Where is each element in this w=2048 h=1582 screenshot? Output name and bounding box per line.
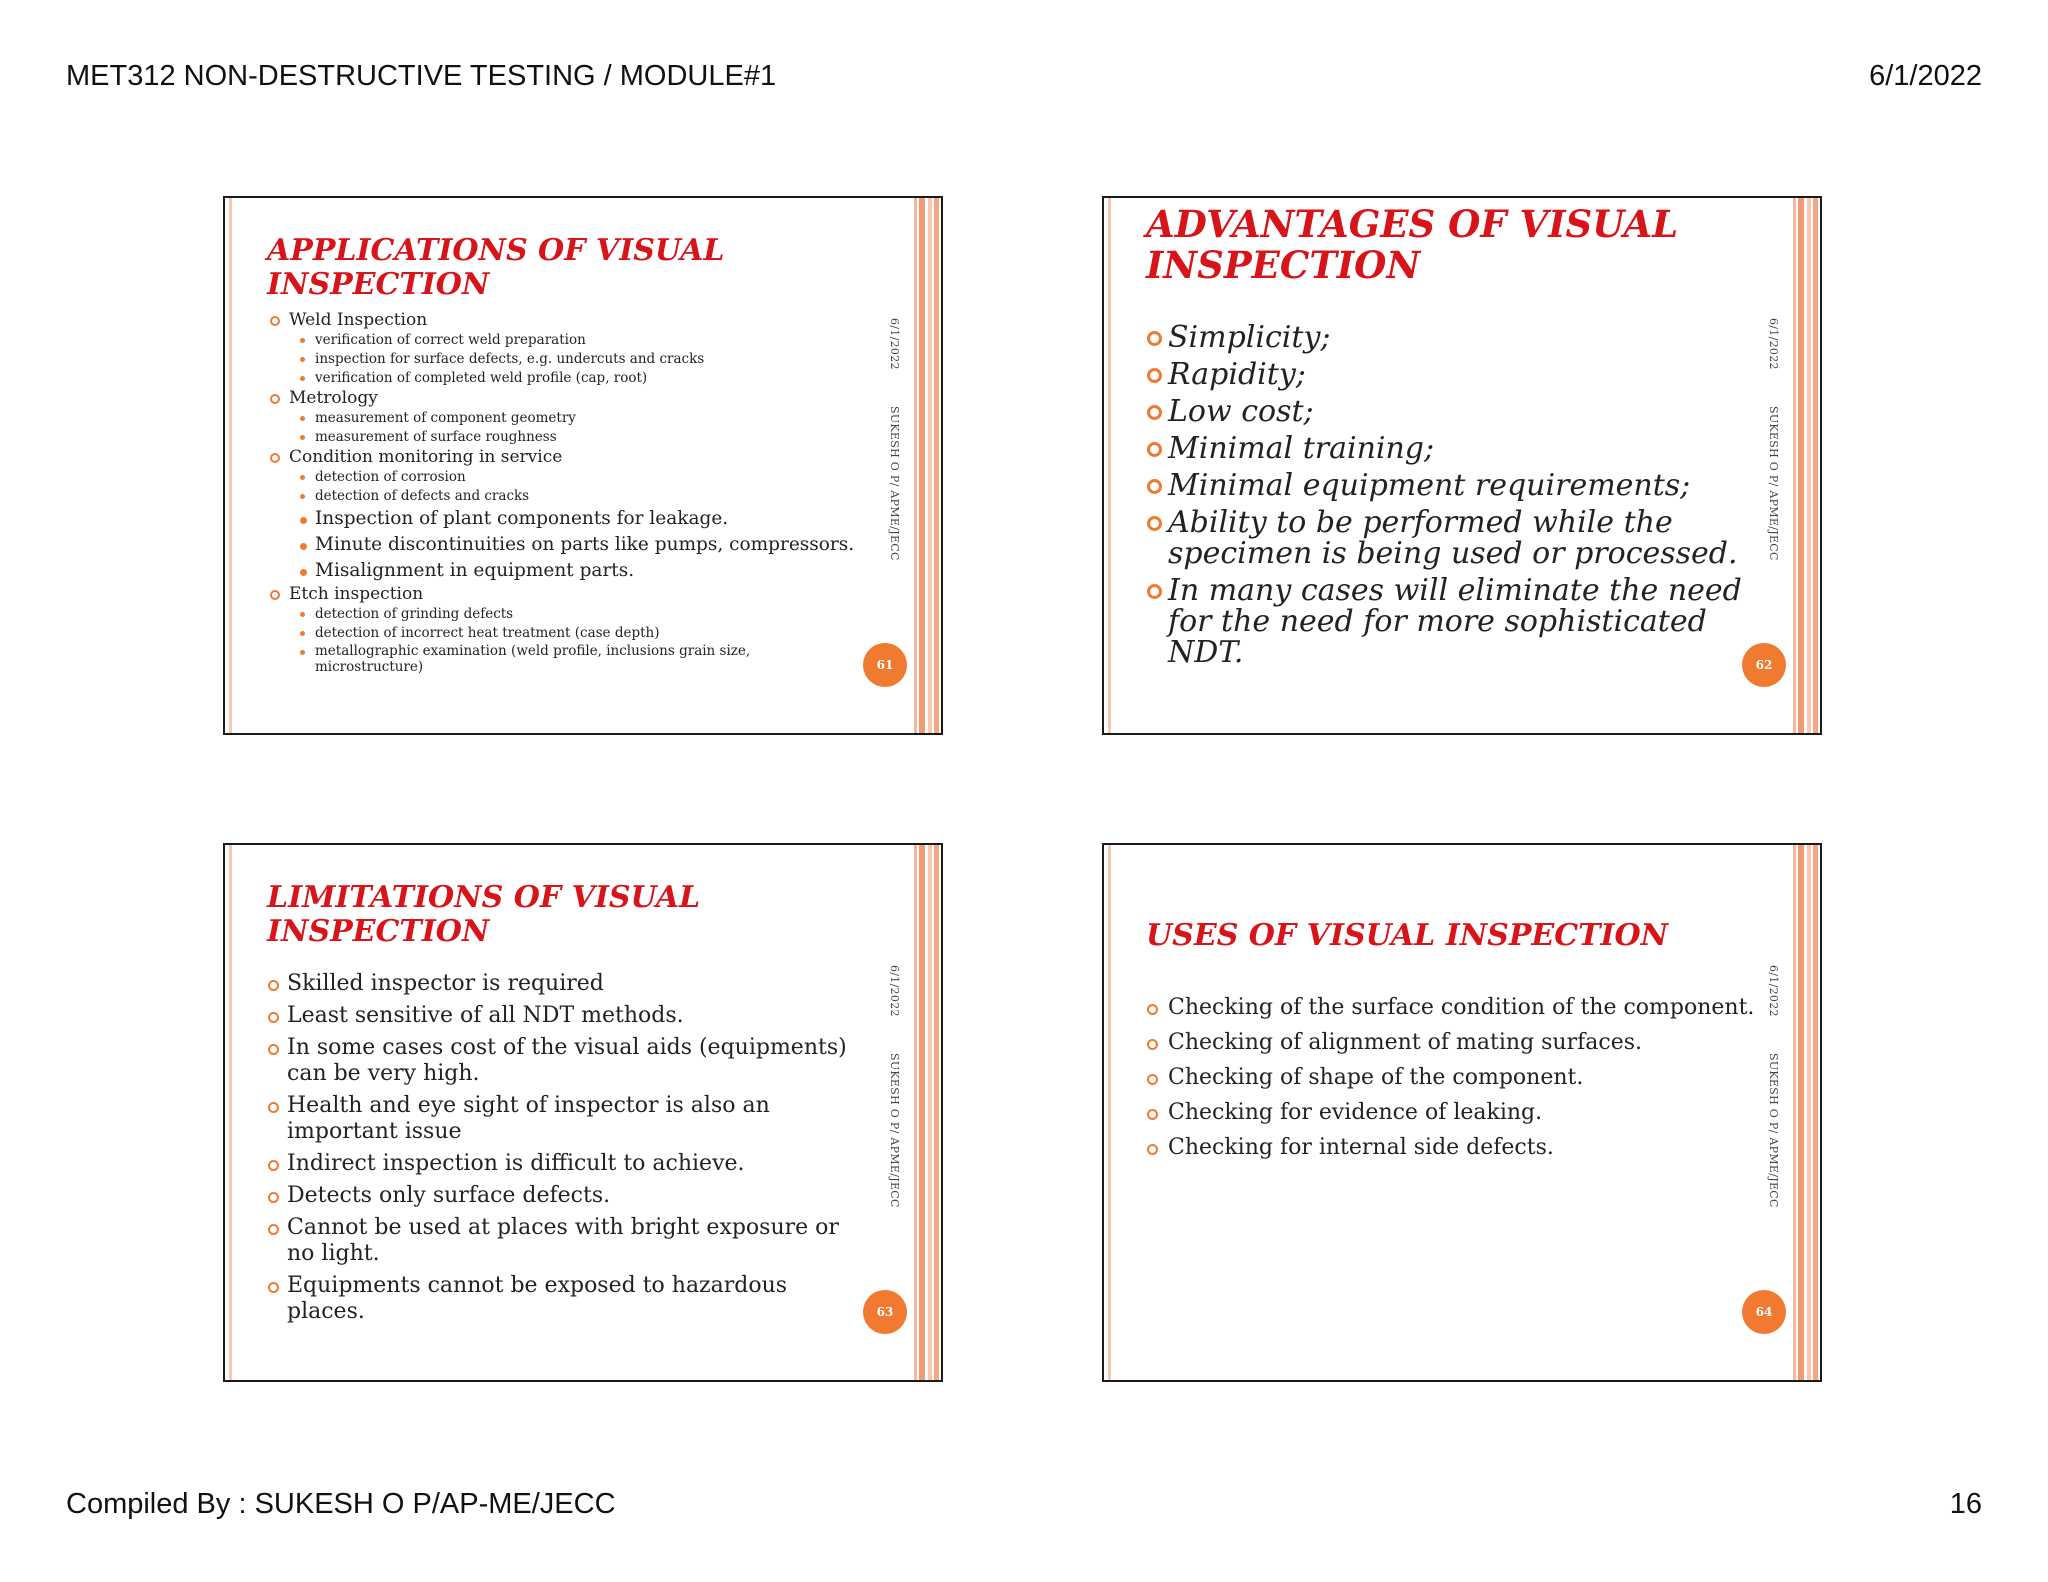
slide-title: USES OF VISUAL INSPECTION — [1146, 918, 1669, 953]
list-item: Checking for evidence of leaking. — [1146, 1100, 1766, 1126]
list-item: Metrology — [267, 388, 907, 409]
list-item: Misalignment in equipment parts. — [267, 558, 907, 584]
list-item: Simplicity; — [1146, 322, 1766, 353]
slide-border-stripes — [1790, 198, 1820, 733]
slide-border-stripes — [911, 198, 941, 733]
list-item: metallographic examination (weld profile, inclusions grain size, microstructure) — [267, 643, 835, 675]
list-item: In some cases cost of the visual aids (equipments) can be very high. — [267, 1035, 867, 1087]
list-item: Equipments cannot be exposed to hazardous places. — [267, 1273, 867, 1325]
list-item: Minute discontinuities on parts like pumps, compressors. — [267, 532, 907, 558]
bullet-list — [267, 971, 867, 1331]
list-item: verification of completed weld profile (cap, root) — [267, 369, 907, 388]
slide-side-text: 6/1/2022SUKESH O P/ APME/JECC — [1767, 965, 1780, 1208]
list-item: Checking of the surface condition of the component. — [1146, 995, 1766, 1021]
slide-side-text: 6/1/2022SUKESH O P/ APME/JECC — [1767, 318, 1780, 561]
bullet-list — [267, 310, 907, 675]
list-item: Low cost; — [1146, 396, 1766, 427]
slide-title: ADVANTAGES OF VISUAL INSPECTION — [1146, 202, 1679, 288]
slide-uses — [1102, 843, 1822, 1382]
list-item: Detects only surface defects. — [267, 1183, 867, 1209]
page-header-date: 6/1/2022 — [1869, 60, 1982, 92]
slide-limitations — [223, 843, 943, 1382]
list-item: Checking of shape of the component. — [1146, 1065, 1766, 1091]
slide-side-text: 6/1/2022SUKESH O P/ APME/JECC — [888, 318, 901, 561]
slide-number-badge: 62 — [1742, 643, 1786, 687]
list-item: Cannot be used at places with bright exposure or no light. — [267, 1215, 867, 1267]
list-item: detection of grinding defects — [267, 605, 907, 624]
page-header-course: MET312 NON-DESTRUCTIVE TESTING / MODULE#1 — [66, 60, 777, 92]
list-item: Health and eye sight of inspector is also an important issue — [267, 1093, 867, 1145]
list-item: Checking for internal side defects. — [1146, 1135, 1766, 1161]
slide-title: LIMITATIONS OF VISUAL INSPECTION — [267, 880, 701, 949]
list-item: Weld Inspection — [267, 310, 907, 331]
bullet-list — [1146, 995, 1766, 1170]
slide-side-text: 6/1/2022SUKESH O P/ APME/JECC — [888, 965, 901, 1208]
list-item: Rapidity; — [1146, 359, 1766, 390]
slide-advantages — [1102, 196, 1822, 735]
list-item: Inspection of plant components for leakage. — [267, 506, 907, 532]
bullet-list — [1146, 322, 1766, 674]
list-item: Minimal equipment requirements; — [1146, 470, 1766, 501]
slide-applications — [223, 196, 943, 735]
list-item: In many cases will eliminate the need for the need for more sophisticated NDT. — [1146, 575, 1766, 668]
slide-border-stripes — [1790, 845, 1820, 1380]
slide-number-badge: 63 — [863, 1290, 907, 1334]
list-item: verification of correct weld preparation — [267, 331, 907, 350]
list-item: detection of corrosion — [267, 468, 907, 487]
list-item: detection of defects and cracks — [267, 487, 907, 506]
list-item: Checking of alignment of mating surfaces. — [1146, 1030, 1766, 1056]
list-item: Skilled inspector is required — [267, 971, 867, 997]
slide-border-stripes — [911, 845, 941, 1380]
page-number: 16 — [1949, 1488, 1982, 1520]
list-item: Indirect inspection is difficult to achieve. — [267, 1151, 867, 1177]
page-footer-author: Compiled By : SUKESH O P/AP-ME/JECC — [66, 1488, 616, 1520]
list-item: Least sensitive of all NDT methods. — [267, 1003, 867, 1029]
list-item: Condition monitoring in service — [267, 447, 907, 468]
list-item: measurement of component geometry — [267, 409, 907, 428]
list-item: Ability to be performed while the specimen is being used or processed. — [1146, 507, 1766, 569]
list-item: Etch inspection — [267, 584, 907, 605]
list-item: detection of incorrect heat treatment (case depth) — [267, 624, 907, 643]
slide-number-badge: 64 — [1742, 1290, 1786, 1334]
slide-number-badge: 61 — [863, 643, 907, 687]
list-item: measurement of surface roughness — [267, 428, 907, 447]
slide-title: APPLICATIONS OF VISUAL INSPECTION — [267, 233, 725, 302]
list-item: inspection for surface defects, e.g. undercuts and cracks — [267, 350, 907, 369]
list-item: Minimal training; — [1146, 433, 1766, 464]
